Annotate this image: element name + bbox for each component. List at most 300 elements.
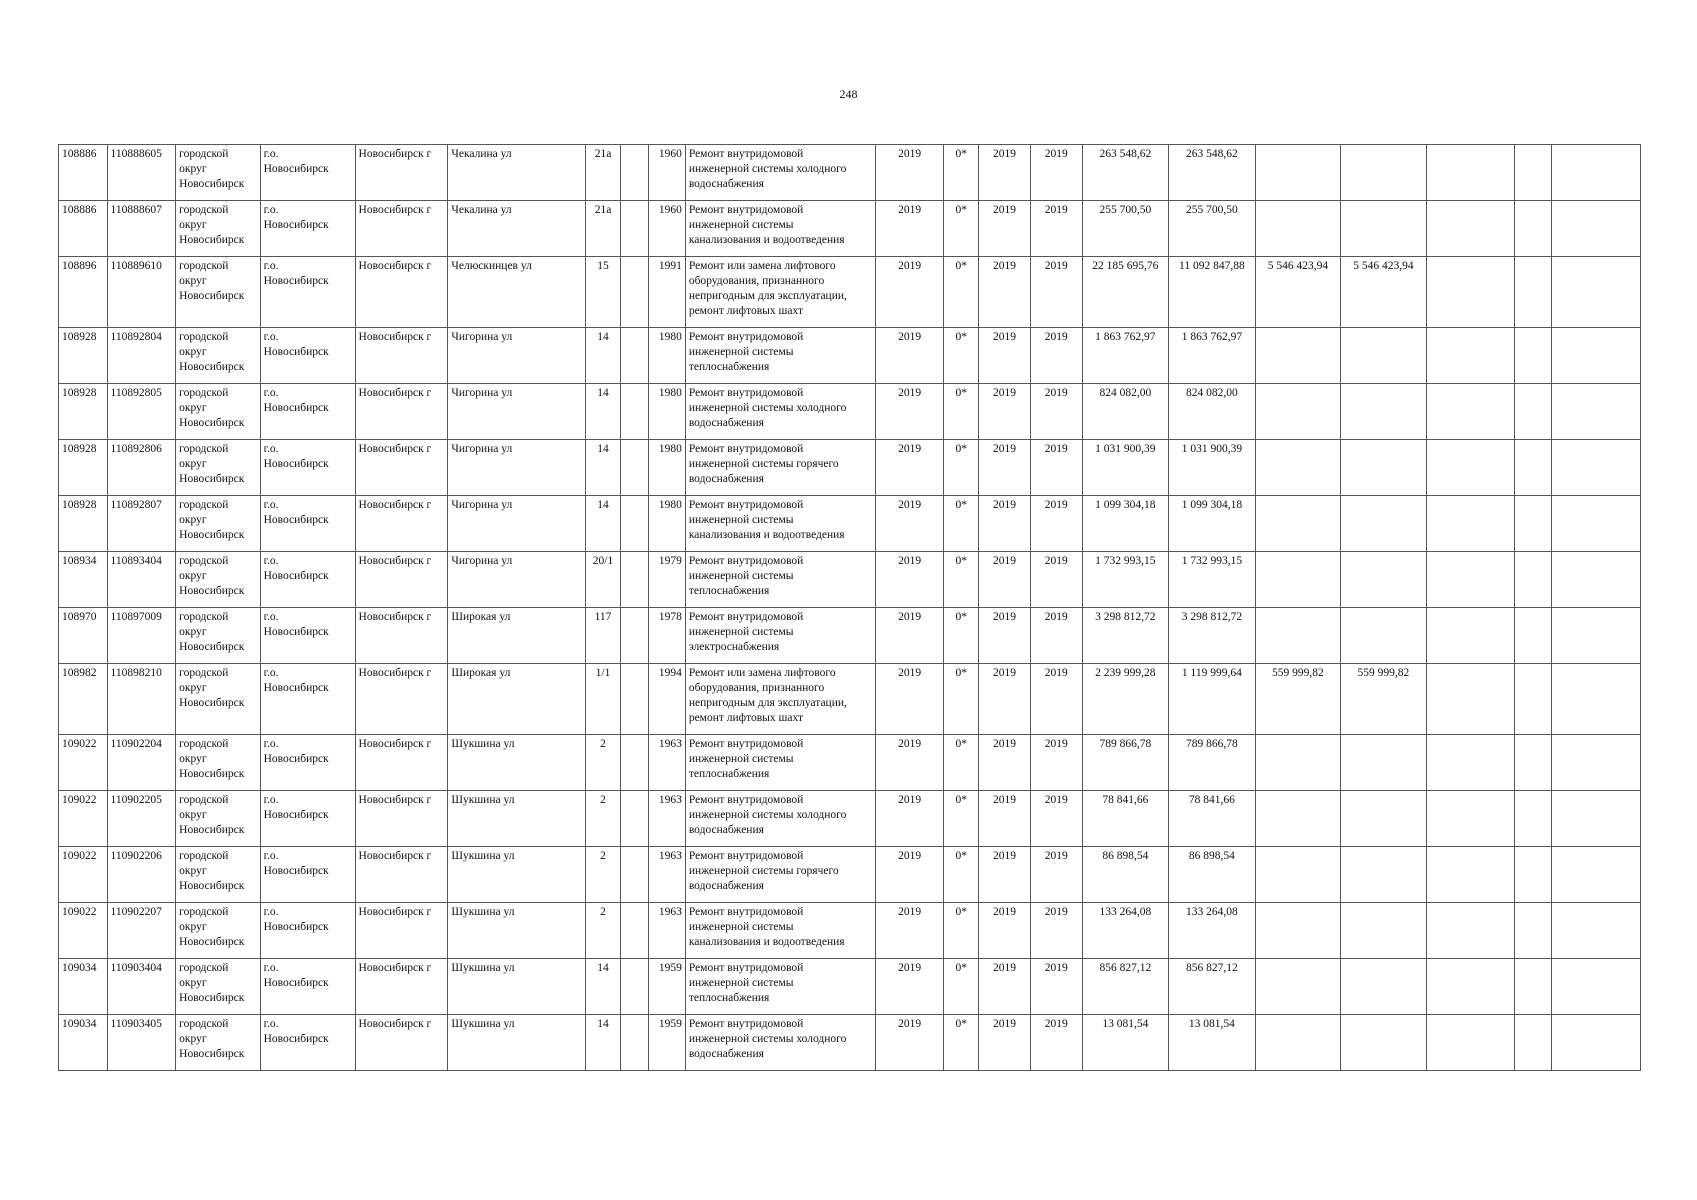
cell-fund-4: [1426, 959, 1515, 1015]
cell-year-built: 1963: [648, 791, 685, 847]
cell-id: 109034: [59, 1015, 108, 1071]
cell-fund-3: [1341, 903, 1426, 959]
cell-fund-1: 789 866,78: [1169, 735, 1256, 791]
cell-line: инженерной системы: [688, 514, 794, 526]
cell-city: Новосибирск г: [355, 201, 448, 257]
cell-flag: 0*: [944, 847, 979, 903]
cell-work-type: [685, 328, 875, 384]
cell-line: оборудования, признанного: [688, 275, 825, 287]
cell-line: городской: [179, 611, 229, 623]
cell-city: Новосибирск г: [355, 664, 448, 735]
cell-year-1: 2019: [875, 496, 944, 552]
cell-line: Новосибирск: [179, 417, 245, 429]
cell-building: [621, 903, 648, 959]
cell-line: городской: [179, 738, 229, 750]
cell-building: [621, 328, 648, 384]
cell-city: Новосибирск г: [355, 145, 448, 201]
cell-year-2: 2019: [979, 903, 1031, 959]
cell-line: непригодным для эксплуатации,: [688, 290, 847, 302]
cell-line: инженерной системы: [688, 219, 794, 231]
cell-city: Новосибирск г: [355, 440, 448, 496]
cell-year-built: 1980: [648, 384, 685, 440]
cell-district: [260, 201, 355, 257]
table-row: [59, 903, 1641, 959]
cell-line: городской: [179, 443, 229, 455]
cell-line: Новосибирск: [263, 275, 329, 287]
cell-fund-5: [1515, 664, 1552, 735]
cell-line: непригодным для эксплуатации,: [688, 697, 847, 709]
cell-fund-5: [1515, 440, 1552, 496]
cell-municipality-type: [176, 959, 260, 1015]
cell-year-3: 2019: [1030, 959, 1082, 1015]
cell-fund-2: [1255, 201, 1340, 257]
table-row: [59, 1015, 1641, 1071]
cell-id: 108982: [59, 664, 108, 735]
cell-year-built: 1978: [648, 608, 685, 664]
cell-line: округ: [179, 402, 207, 414]
cell-line: округ: [179, 346, 207, 358]
cell-fund-5: [1515, 328, 1552, 384]
cell-year-built: 1991: [648, 257, 685, 328]
cell-district: [260, 664, 355, 735]
cell-line: водоснабжения: [688, 1048, 764, 1060]
cell-building: [621, 735, 648, 791]
cell-year-3: 2019: [1030, 608, 1082, 664]
cell-year-2: 2019: [979, 257, 1031, 328]
cell-total-cost: 2 239 999,28: [1082, 664, 1169, 735]
cell-year-3: 2019: [1030, 1015, 1082, 1071]
cell-line: Ремонт внутридомовой: [688, 794, 804, 806]
cell-year-2: 2019: [979, 496, 1031, 552]
cell-year-built: 1960: [648, 145, 685, 201]
cell-id: 108934: [59, 552, 108, 608]
cell-line: городской: [179, 331, 229, 343]
cell-line: инженерной системы: [688, 921, 794, 933]
cell-district: [260, 1015, 355, 1071]
cell-line: г.о.: [263, 738, 279, 750]
cell-work-type: [685, 552, 875, 608]
cell-fund-6: [1552, 847, 1641, 903]
cell-district: [260, 735, 355, 791]
cell-code: 110888607: [107, 201, 176, 257]
cell-flag: 0*: [944, 201, 979, 257]
cell-flag: 0*: [944, 145, 979, 201]
cell-id: 109034: [59, 959, 108, 1015]
cell-district: [260, 496, 355, 552]
cell-line: водоснабжения: [688, 178, 764, 190]
table-body: [59, 145, 1641, 1071]
cell-city: Новосибирск г: [355, 847, 448, 903]
cell-line: Ремонт внутридомовой: [688, 443, 804, 455]
cell-fund-5: [1515, 1015, 1552, 1071]
cell-fund-5: [1515, 903, 1552, 959]
cell-year-built: 1963: [648, 903, 685, 959]
cell-municipality-type: [176, 384, 260, 440]
cell-fund-4: [1426, 903, 1515, 959]
cell-street: Челюскинцев ул: [448, 257, 585, 328]
cell-fund-6: [1552, 1015, 1641, 1071]
cell-line: канализования и водоотведения: [688, 529, 845, 541]
cell-fund-3: [1341, 384, 1426, 440]
cell-line: округ: [179, 626, 207, 638]
cell-line: г.о.: [263, 204, 279, 216]
cell-total-cost: 1 863 762,97: [1082, 328, 1169, 384]
cell-line: Новосибирск: [263, 865, 329, 877]
cell-fund-6: [1552, 145, 1641, 201]
cell-fund-3: [1341, 735, 1426, 791]
cell-line: г.о.: [263, 667, 279, 679]
cell-code: 110892806: [107, 440, 176, 496]
cell-street: Чигорина ул: [448, 440, 585, 496]
cell-line: инженерной системы: [688, 977, 794, 989]
cell-work-type: [685, 903, 875, 959]
cell-fund-3: [1341, 1015, 1426, 1071]
cell-fund-1: 133 264,08: [1169, 903, 1256, 959]
cell-year-2: 2019: [979, 145, 1031, 201]
cell-line: инженерной системы: [688, 626, 794, 638]
cell-line: водоснабжения: [688, 824, 764, 836]
cell-line: городской: [179, 962, 229, 974]
cell-year-1: 2019: [875, 735, 944, 791]
cell-fund-6: [1552, 384, 1641, 440]
cell-fund-1: 13 081,54: [1169, 1015, 1256, 1071]
cell-flag: 0*: [944, 328, 979, 384]
cell-fund-6: [1552, 791, 1641, 847]
cell-fund-1: 255 700,50: [1169, 201, 1256, 257]
cell-house: 14: [585, 1015, 621, 1071]
cell-city: Новосибирск г: [355, 384, 448, 440]
cell-total-cost: 13 081,54: [1082, 1015, 1169, 1071]
cell-year-3: 2019: [1030, 201, 1082, 257]
cell-district: [260, 145, 355, 201]
cell-code: 110902205: [107, 791, 176, 847]
cell-line: Ремонт внутридомовой: [688, 499, 804, 511]
cell-year-3: 2019: [1030, 847, 1082, 903]
cell-line: Новосибирск: [179, 936, 245, 948]
cell-building: [621, 496, 648, 552]
cell-house: 14: [585, 959, 621, 1015]
cell-street: Чекалина ул: [448, 145, 585, 201]
cell-year-3: 2019: [1030, 328, 1082, 384]
cell-year-3: 2019: [1030, 791, 1082, 847]
cell-district: [260, 328, 355, 384]
cell-street: Широкая ул: [448, 664, 585, 735]
cell-year-2: 2019: [979, 384, 1031, 440]
cell-street: Шукшина ул: [448, 847, 585, 903]
cell-total-cost: 263 548,62: [1082, 145, 1169, 201]
cell-flag: 0*: [944, 384, 979, 440]
cell-line: городской: [179, 667, 229, 679]
cell-line: Новосибирск: [263, 402, 329, 414]
cell-year-2: 2019: [979, 959, 1031, 1015]
cell-line: г.о.: [263, 387, 279, 399]
cell-fund-2: [1255, 1015, 1340, 1071]
cell-year-3: 2019: [1030, 903, 1082, 959]
cell-code: 110903405: [107, 1015, 176, 1071]
cell-line: Новосибирск: [263, 163, 329, 175]
cell-street: Чигорина ул: [448, 328, 585, 384]
cell-fund-6: [1552, 664, 1641, 735]
cell-district: [260, 384, 355, 440]
cell-line: Ремонт внутридомовой: [688, 387, 804, 399]
cell-line: Ремонт внутридомовой: [688, 906, 804, 918]
cell-year-3: 2019: [1030, 257, 1082, 328]
cell-flag: 0*: [944, 664, 979, 735]
cell-total-cost: 3 298 812,72: [1082, 608, 1169, 664]
cell-year-1: 2019: [875, 257, 944, 328]
cell-code: 110902204: [107, 735, 176, 791]
cell-fund-4: [1426, 201, 1515, 257]
cell-year-1: 2019: [875, 608, 944, 664]
cell-municipality-type: [176, 552, 260, 608]
cell-year-1: 2019: [875, 1015, 944, 1071]
cell-line: г.о.: [263, 794, 279, 806]
cell-fund-1: 1 099 304,18: [1169, 496, 1256, 552]
cell-code: 110902206: [107, 847, 176, 903]
cell-flag: 0*: [944, 552, 979, 608]
cell-line: г.о.: [263, 555, 279, 567]
cell-id: 109022: [59, 735, 108, 791]
cell-district: [260, 847, 355, 903]
cell-fund-3: 5 546 423,94: [1341, 257, 1426, 328]
cell-city: Новосибирск г: [355, 608, 448, 664]
cell-line: Новосибирск: [263, 626, 329, 638]
cell-municipality-type: [176, 608, 260, 664]
cell-line: г.о.: [263, 331, 279, 343]
cell-line: округ: [179, 1033, 207, 1045]
cell-municipality-type: [176, 735, 260, 791]
cell-line: инженерной системы холодного: [688, 809, 847, 821]
cell-line: Новосибирск: [179, 880, 245, 892]
cell-year-1: 2019: [875, 145, 944, 201]
cell-id: 108928: [59, 440, 108, 496]
cell-code: 110898210: [107, 664, 176, 735]
cell-building: [621, 608, 648, 664]
cell-flag: 0*: [944, 903, 979, 959]
cell-municipality-type: [176, 496, 260, 552]
cell-fund-4: [1426, 257, 1515, 328]
cell-house: 2: [585, 735, 621, 791]
cell-line: Ремонт внутридомовой: [688, 962, 804, 974]
cell-line: инженерной системы: [688, 570, 794, 582]
page-number: 248: [839, 87, 858, 101]
cell-building: [621, 959, 648, 1015]
cell-year-2: 2019: [979, 201, 1031, 257]
cell-fund-2: [1255, 328, 1340, 384]
cell-fund-6: [1552, 959, 1641, 1015]
cell-building: [621, 791, 648, 847]
cell-building: [621, 1015, 648, 1071]
cell-fund-3: [1341, 552, 1426, 608]
cell-id: 108886: [59, 145, 108, 201]
cell-line: теплоснабжения: [688, 361, 770, 373]
cell-fund-2: 559 999,82: [1255, 664, 1340, 735]
cell-year-3: 2019: [1030, 552, 1082, 608]
cell-line: Ремонт внутридомовой: [688, 738, 804, 750]
cell-fund-3: [1341, 847, 1426, 903]
cell-line: городской: [179, 260, 229, 272]
table-row: [59, 664, 1641, 735]
cell-city: Новосибирск г: [355, 257, 448, 328]
cell-line: Ремонт или замена лифтового: [688, 667, 836, 679]
cell-fund-1: 1 732 993,15: [1169, 552, 1256, 608]
cell-id: 108970: [59, 608, 108, 664]
cell-work-type: [685, 496, 875, 552]
cell-year-built: 1963: [648, 847, 685, 903]
cell-fund-4: [1426, 608, 1515, 664]
cell-line: ремонт лифтовых шахт: [688, 305, 803, 317]
cell-total-cost: 1 031 900,39: [1082, 440, 1169, 496]
cell-fund-5: [1515, 384, 1552, 440]
cell-year-built: 1980: [648, 496, 685, 552]
table-row: [59, 201, 1641, 257]
cell-flag: 0*: [944, 735, 979, 791]
cell-line: Новосибирск: [179, 768, 245, 780]
cell-fund-3: [1341, 328, 1426, 384]
cell-fund-3: [1341, 608, 1426, 664]
cell-house: 1/1: [585, 664, 621, 735]
cell-fund-5: [1515, 201, 1552, 257]
cell-total-cost: 824 082,00: [1082, 384, 1169, 440]
cell-district: [260, 791, 355, 847]
cell-work-type: [685, 608, 875, 664]
cell-municipality-type: [176, 1015, 260, 1071]
cell-year-1: 2019: [875, 847, 944, 903]
cell-year-2: 2019: [979, 735, 1031, 791]
cell-total-cost: 856 827,12: [1082, 959, 1169, 1015]
cell-fund-1: 824 082,00: [1169, 384, 1256, 440]
cell-flag: 0*: [944, 959, 979, 1015]
cell-line: Новосибирск: [263, 1033, 329, 1045]
cell-house: 20/1: [585, 552, 621, 608]
cell-code: 110892807: [107, 496, 176, 552]
table-row: [59, 959, 1641, 1015]
cell-fund-4: [1426, 384, 1515, 440]
cell-line: г.о.: [263, 962, 279, 974]
cell-line: оборудования, признанного: [688, 682, 825, 694]
cell-house: 117: [585, 608, 621, 664]
cell-code: 110888605: [107, 145, 176, 201]
cell-line: округ: [179, 570, 207, 582]
cell-code: 110903404: [107, 959, 176, 1015]
cell-year-2: 2019: [979, 847, 1031, 903]
cell-house: 2: [585, 903, 621, 959]
cell-line: округ: [179, 682, 207, 694]
cell-building: [621, 145, 648, 201]
cell-house: 15: [585, 257, 621, 328]
cell-line: инженерной системы: [688, 753, 794, 765]
cell-year-1: 2019: [875, 552, 944, 608]
table-row: [59, 384, 1641, 440]
cell-line: инженерной системы холодного: [688, 163, 847, 175]
cell-fund-3: [1341, 496, 1426, 552]
cell-fund-4: [1426, 847, 1515, 903]
cell-line: теплоснабжения: [688, 992, 770, 1004]
cell-year-3: 2019: [1030, 145, 1082, 201]
cell-street: Шукшина ул: [448, 791, 585, 847]
cell-total-cost: 86 898,54: [1082, 847, 1169, 903]
cell-flag: 0*: [944, 791, 979, 847]
cell-fund-2: [1255, 959, 1340, 1015]
cell-year-2: 2019: [979, 791, 1031, 847]
cell-line: городской: [179, 850, 229, 862]
cell-line: городской: [179, 555, 229, 567]
cell-line: водоснабжения: [688, 473, 764, 485]
cell-line: округ: [179, 275, 207, 287]
cell-municipality-type: [176, 328, 260, 384]
cell-line: теплоснабжения: [688, 768, 770, 780]
cell-street: Шукшина ул: [448, 735, 585, 791]
cell-line: городской: [179, 906, 229, 918]
cell-id: 108928: [59, 384, 108, 440]
cell-fund-4: [1426, 328, 1515, 384]
cell-fund-2: 5 546 423,94: [1255, 257, 1340, 328]
cell-year-2: 2019: [979, 552, 1031, 608]
cell-house: 2: [585, 847, 621, 903]
cell-municipality-type: [176, 791, 260, 847]
cell-line: городской: [179, 387, 229, 399]
cell-line: округ: [179, 514, 207, 526]
cell-street: Чигорина ул: [448, 384, 585, 440]
cell-fund-6: [1552, 201, 1641, 257]
cell-line: Ремонт внутридомовой: [688, 611, 804, 623]
cell-municipality-type: [176, 664, 260, 735]
table-row: [59, 496, 1641, 552]
table-row: [59, 257, 1641, 328]
cell-house: 21а: [585, 201, 621, 257]
cell-fund-1: 3 298 812,72: [1169, 608, 1256, 664]
cell-work-type: [685, 847, 875, 903]
cell-city: Новосибирск г: [355, 903, 448, 959]
cell-line: г.о.: [263, 850, 279, 862]
cell-line: Новосибирск: [263, 219, 329, 231]
cell-work-type: [685, 959, 875, 1015]
cell-line: г.о.: [263, 1018, 279, 1030]
cell-total-cost: 22 185 695,76: [1082, 257, 1169, 328]
cell-fund-2: [1255, 735, 1340, 791]
cell-street: Шукшина ул: [448, 1015, 585, 1071]
cell-line: округ: [179, 458, 207, 470]
table-row: [59, 847, 1641, 903]
cell-fund-4: [1426, 496, 1515, 552]
cell-line: инженерной системы: [688, 346, 794, 358]
cell-year-1: 2019: [875, 440, 944, 496]
cell-fund-5: [1515, 959, 1552, 1015]
cell-fund-2: [1255, 145, 1340, 201]
cell-line: округ: [179, 163, 207, 175]
cell-line: городской: [179, 204, 229, 216]
cell-year-built: 1979: [648, 552, 685, 608]
cell-line: округ: [179, 219, 207, 231]
cell-line: инженерной системы горячего: [688, 458, 839, 470]
cell-fund-2: [1255, 791, 1340, 847]
cell-id: 108886: [59, 201, 108, 257]
table-row: [59, 328, 1641, 384]
cell-line: г.о.: [263, 148, 279, 160]
cell-fund-6: [1552, 903, 1641, 959]
cell-year-3: 2019: [1030, 384, 1082, 440]
cell-line: г.о.: [263, 260, 279, 272]
cell-house: 2: [585, 791, 621, 847]
cell-year-1: 2019: [875, 959, 944, 1015]
cell-line: Новосибирск: [263, 346, 329, 358]
cell-building: [621, 384, 648, 440]
cell-line: инженерной системы холодного: [688, 1033, 847, 1045]
cell-total-cost: 255 700,50: [1082, 201, 1169, 257]
cell-total-cost: 789 866,78: [1082, 735, 1169, 791]
cell-line: Новосибирск: [179, 697, 245, 709]
cell-work-type: [685, 257, 875, 328]
